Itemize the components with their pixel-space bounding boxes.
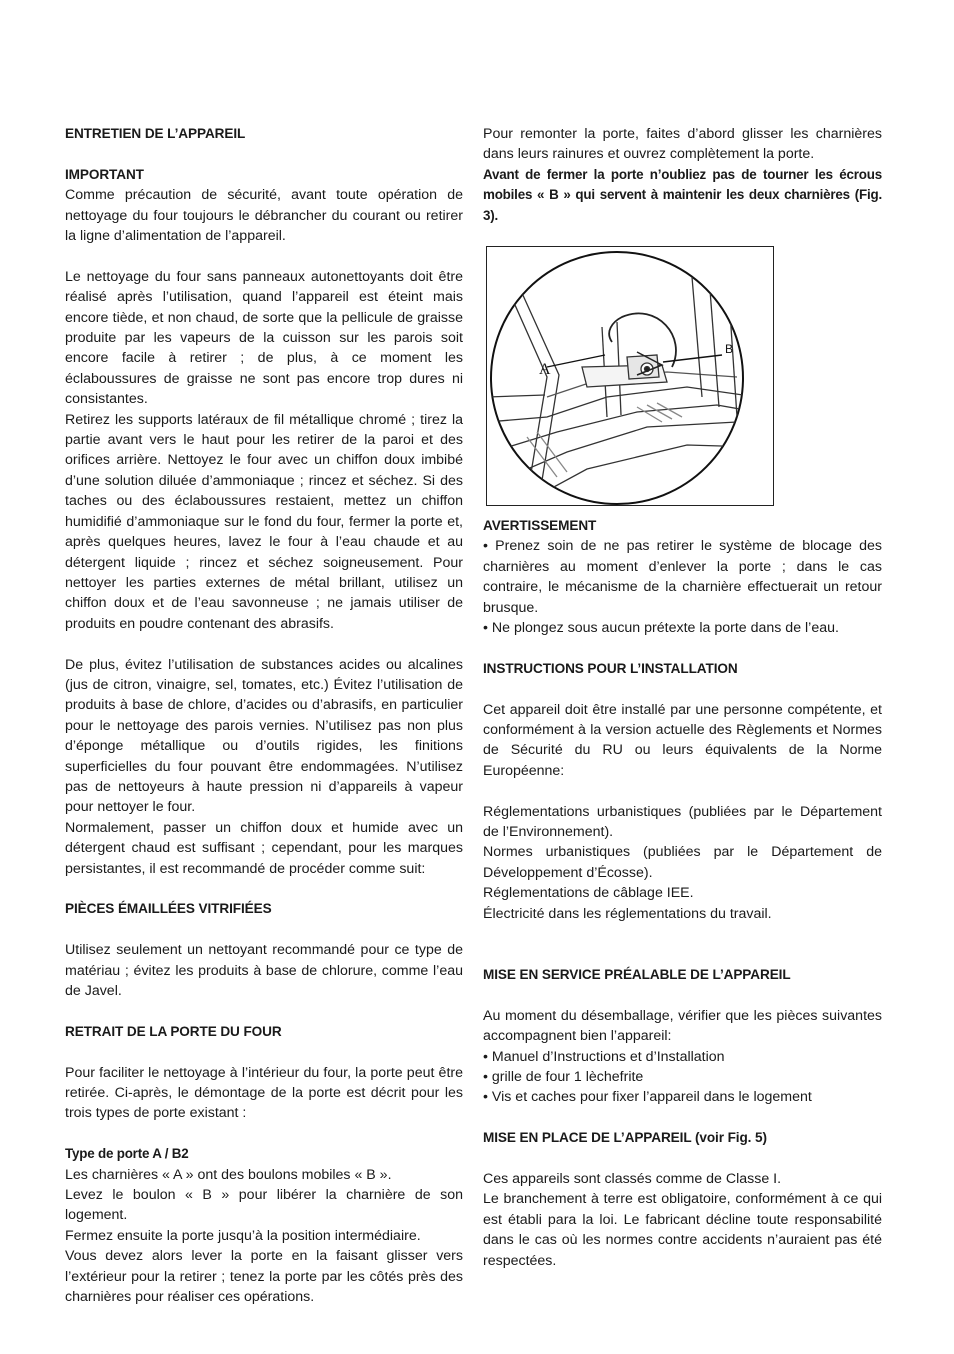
included-item-1: • Manuel d’Instructions et d’Installation [483, 1048, 725, 1065]
left-column [65, 124, 463, 1307]
figure-label-a: A [539, 361, 551, 379]
hinge-diagram-illustration [487, 247, 773, 505]
commissioning-heading: MISE EN SERVICE PRÉALABLE DE L’APPAREIL [483, 966, 791, 982]
warning-item-2: • Ne plongez sous aucun prétexte la porte dans de l’eau. [483, 620, 839, 637]
door-type-heading: Type de porte A / B2 [65, 1146, 189, 1162]
cleaning-paragraph-1: Le nettoyage du four sans panneaux autonettoyants doit être réalisé après l’utilisation, quand l’appareil est éteint mais encore tiède, et non chaud, de sorte que la pellicule de graisse produite par les vapeurs de la cuisson sur les parois soit encore facile à retirer ; de plus, à ce moment les éclaboussures de graisse ne sont pas encore trop dures ni consistantes. [65, 268, 463, 408]
installation-heading: INSTRUCTIONS POUR L’INSTALLATION [483, 660, 738, 676]
important-text: Comme précaution de sécurité, avant toute opération de nettoyage du four toujours le débrancher du courant ou retirer la ligne d’alimentation de l’appareil. [65, 187, 463, 245]
hinge-figure [486, 246, 774, 506]
regulation-4: Électricité dans les réglementations du travail. [483, 905, 772, 922]
refit-warning-bold: Avant de fermer la porte n’oubliez pas de tourner les écrous mobiles « B » qui servent à maintenir les deux charnières (Fig. 3). [483, 166, 882, 223]
important-heading: IMPORTANT [65, 166, 144, 182]
door-type-line-3: Fermez ensuite la porte jusqu’à la position intermédiaire. [65, 1227, 421, 1244]
enamel-text: Utilisez seulement un nettoyant recommandé pour ce type de matériau ; évitez les produits à base de chlorure, comme l’eau de Javel. [65, 942, 463, 999]
door-type-line-1: Les charnières « A » ont des boulons mobiles « B ». [65, 1166, 392, 1183]
placement-heading: MISE EN PLACE DE L’APPAREIL (voir Fig. 5) [483, 1130, 767, 1146]
door-type-line-4: Vous devez alors lever la porte en la faisant glisser vers l’extérieur pour la retirer ; tenez la porte par les côtés près des charnières pour réaliser ces opérations. [65, 1248, 463, 1306]
right-column [483, 124, 882, 1271]
refit-text: Pour remonter la porte, faites d’abord glisser les charnières dans leurs rainures et ouvrez complètement la porte. [483, 126, 882, 163]
cleaning-paragraph-2: Retirez les supports latéraux de fil métallique chromé ; tirez la partie avant vers le haut pour les retirer de la paroi et des orifices arrière. Nettoyez le four avec un chiffon doux imbibé d’une solution diluée d’ammoniaque ; rincez et séchez. Si des taches ou des éclaboussures restaient, mettez un chiffon humidifié d’ammoniaque sur le fond du four, fermer la porte et, après quelques heures, lavez le four à l’eau chaude et au détergent liquide ; rincez et séchez soigneusement. Pour nettoyer les parties externes de métal brillant, utilisez un chiffon doux et de l’eau savonneuse ; ne jamais utiliser de produits en poudre contenant des abrasifs. [65, 411, 463, 632]
warning-heading: AVERTISSEMENT [483, 518, 597, 534]
cleaning-paragraph-3: De plus, évitez l’utilisation de substances acides ou alcalines (jus de citron, vinaigre, sel, tomates, etc.) Évitez l’utilisation de produits à base de chlore, d’acides ou d’abrasifs, en particulier pour le nettoyage des parois vernies. N’utilisez pas non plus d’éponge métallique ou d’outils rigides, les finitions superficielles du four pouvant être endommagées. N’utilisez pas de nettoyeurs à haute pression ni d’appareils à vapeur pour nettoyer le four. [65, 656, 463, 816]
cleaning-paragraph-4: Normalement, passer un chiffon doux et humide avec un détergent chaud est suffisant ; cependant, pour les marques persistantes, il est recommandé de procéder comme suit: [65, 819, 463, 877]
figure-label-b: B [725, 342, 734, 357]
warning-item-1: • Prenez soin de ne pas retirer le système de blocage des charnières au moment d’enlever la porte ; dans le cas contraire, le mécanisme de la charnière effectuerait un retour brusque. [483, 538, 882, 616]
included-item-3: • Vis et caches pour fixer l’appareil dans le logement [483, 1089, 812, 1106]
installation-text: Cet appareil doit être installé par une personne compétente, et conformément à la version actuelle des Règlements et Normes de Sécurité du RU ou leurs équivalents de la Norme Européenne: [483, 701, 882, 779]
earthing-text: Le branchement à terre est obligatoire, conformément à ce qui est établi para la loi. Le fabricant décline toute responsabilité dans le cas où les normes contre accidents n’auraient pas été respectées. [483, 1191, 882, 1269]
included-item-2: • grille de four 1 lèchefrite [483, 1068, 644, 1085]
commissioning-text: Au moment du désemballage, vérifier que les pièces suivantes accompagnent bien l’appareil: [483, 1007, 882, 1045]
door-removal-heading: RETRAIT DE LA PORTE DU FOUR [65, 1023, 282, 1039]
door-removal-text: Pour faciliter le nettoyage à l’intérieur du four, la porte peut être retirée. Ci-après, le démontage de la porte est décrit pour les trois types de porte existant : [65, 1064, 463, 1122]
section-title: ENTRETIEN DE L’APPAREIL [65, 126, 246, 141]
door-type-line-2: Levez le boulon « B » pour libérer la charnière de son logement. [65, 1187, 463, 1224]
regulation-1: Réglementations urbanistiques (publiées par le Département de l’Environnement). [483, 803, 882, 841]
enamel-heading: PIÈCES ÉMAILLÉES VITRIFIÉES [65, 901, 272, 917]
regulation-3: Réglementations de câblage IEE. [483, 885, 694, 902]
class-text: Ces appareils sont classés comme de Classe I. [483, 1170, 782, 1187]
regulation-2: Normes urbanistiques (publiées par le Département de Développement d’Écosse). [483, 844, 882, 881]
